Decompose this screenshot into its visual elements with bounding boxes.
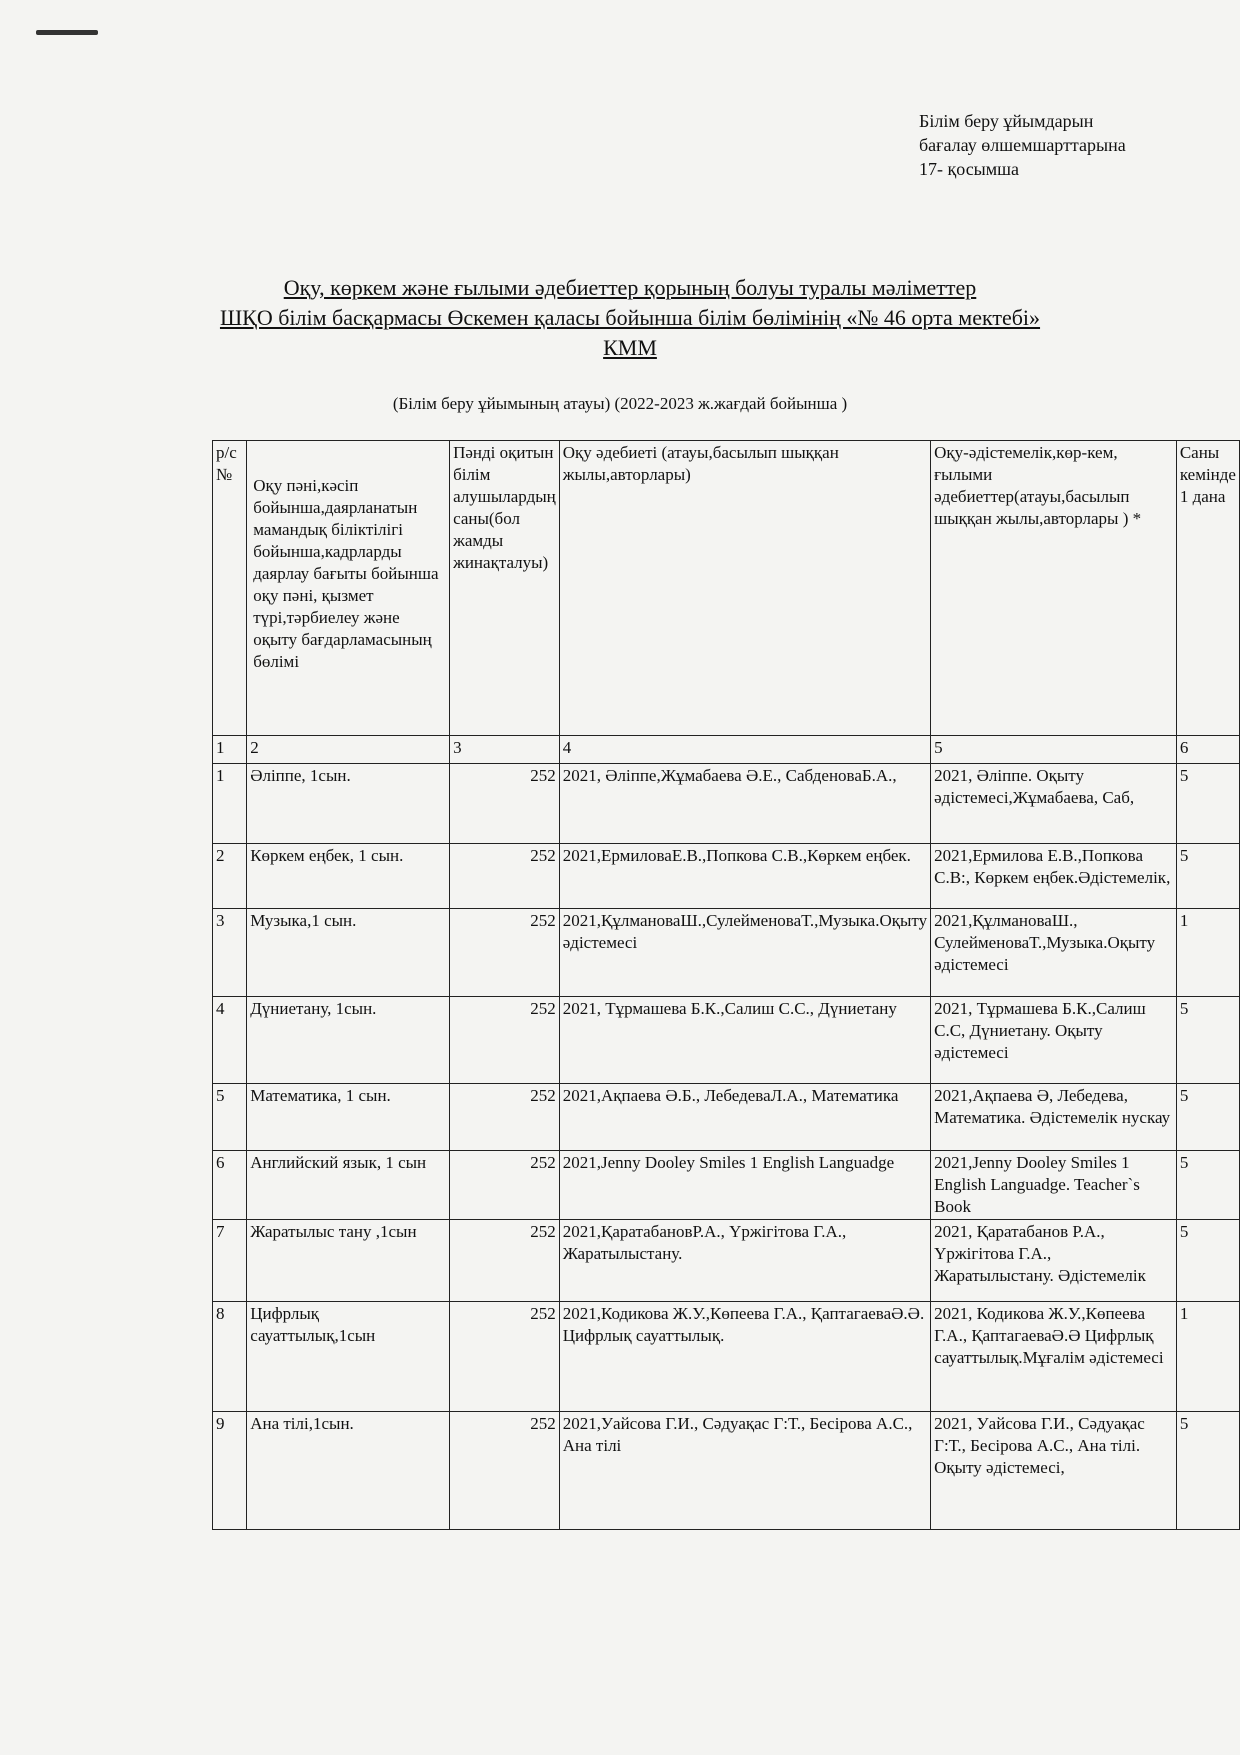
row-subject: Ана тілі,1сын.: [247, 1412, 450, 1530]
row-student-count: 252: [450, 909, 560, 997]
table-row: [213, 844, 1240, 909]
row-index: 9: [213, 1412, 247, 1530]
table-row: [213, 909, 1240, 997]
row-quantity: 1: [1176, 909, 1239, 997]
row-index: 3: [213, 909, 247, 997]
row-methodical: 2021, Уайсова Г.И., Сәдуақас Г:Т., Бесірова А.С., Ана тілі. Оқыту әдістемесі,: [931, 1412, 1177, 1530]
row-subject: Цифрлық сауаттылық,1сын: [247, 1302, 450, 1412]
row-textbook: 2021,Jenny Dooley Smiles 1 English Languadge: [559, 1151, 930, 1220]
row-textbook: 2021, Әліппе,Жұмабаева Ә.Е., СабденоваБ.А.,: [559, 764, 930, 844]
row-subject: Математика, 1 сын.: [247, 1084, 450, 1151]
table-row: [213, 1220, 1240, 1302]
column-number: 1: [213, 736, 247, 764]
row-student-count: 252: [450, 1151, 560, 1220]
row-student-count: 252: [450, 1084, 560, 1151]
row-methodical: 2021, Әліппе. Оқыту әдістемесі,Жұмабаева, Саб,: [931, 764, 1177, 844]
header-student-count: Пәнді оқитын білім алушылардың саны(бол жамды жинақталуы): [450, 441, 560, 736]
row-student-count: 252: [450, 997, 560, 1084]
row-quantity: 5: [1176, 1084, 1239, 1151]
row-index: 4: [213, 997, 247, 1084]
row-quantity: 5: [1176, 1151, 1239, 1220]
row-textbook: 2021,ҚаратабановР.А., Үржігітова Г.А., Жаратылыстану.: [559, 1220, 930, 1302]
row-student-count: 252: [450, 1220, 560, 1302]
column-number: 6: [1176, 736, 1239, 764]
row-subject: Дүниетану, 1сын.: [247, 997, 450, 1084]
row-index: 2: [213, 844, 247, 909]
header-methodical: Оқу-әдістемелік,көр-кем, ғылыми әдебиеттер(атауы,басылып шыққан жылы,авторлары ) *: [931, 441, 1177, 736]
row-quantity: 1: [1176, 1302, 1239, 1412]
header-row: [213, 441, 1240, 736]
appendix-note: [919, 109, 1126, 181]
row-quantity: 5: [1176, 1412, 1239, 1530]
column-number: 4: [559, 736, 930, 764]
row-index: 8: [213, 1302, 247, 1412]
title-line-3: КММ: [603, 335, 657, 360]
row-student-count: 252: [450, 1412, 560, 1530]
column-number: 2: [247, 736, 450, 764]
row-methodical: 2021, Кодикова Ж.У.,Көпеева Г.А., ҚаптагаеваӘ.Ә Цифрлық сауаттылық.Мұғалім әдістемесі: [931, 1302, 1177, 1412]
column-number: 3: [450, 736, 560, 764]
table-row: [213, 997, 1240, 1084]
appendix-line-2: бағалау өлшемшарттарына: [919, 135, 1126, 155]
table-row: [213, 1084, 1240, 1151]
header-quantity: Саны кемінде 1 дана: [1176, 441, 1239, 736]
row-textbook: 2021,ҚұлмановаШ.,СулейменоваТ.,Музыка.Оқыту әдістемесі: [559, 909, 930, 997]
appendix-line-1: Білім беру ұйымдарын: [919, 111, 1094, 131]
row-textbook: 2021, Тұрмашева Б.К.,Салиш С.С., Дүниетану: [559, 997, 930, 1084]
table-row: [213, 1412, 1240, 1530]
header-subject: Оқу пәні,кәсіп бойынша,даярланатын мамандық біліктілігі бойынша,кадрларды даярлау бағыты бойынша оқу пәні, қызмет түрі,тәрбиелеу және оқыту бағдарламасының бөлімі: [247, 441, 450, 736]
table-row: [213, 764, 1240, 844]
document-title: [180, 273, 1080, 363]
row-subject: Жаратылыс тану ,1сын: [247, 1220, 450, 1302]
row-quantity: 5: [1176, 1220, 1239, 1302]
row-student-count: 252: [450, 764, 560, 844]
table-row: [213, 1302, 1240, 1412]
row-quantity: 5: [1176, 844, 1239, 909]
row-methodical: 2021,Ақпаева Ә, Лебедева, Математика. Әдістемелік нускау: [931, 1084, 1177, 1151]
row-textbook: 2021,Уайсова Г.И., Сәдуақас Г:Т., Бесірова А.С., Ана тілі: [559, 1412, 930, 1530]
title-line-1: Оқу, көркем және ғылыми әдебиеттер қорының болуы туралы мәліметтер: [283, 275, 977, 300]
title-line-2: ШҚО білім басқармасы Өскемен қаласы бойынша білім бөлімінің «№ 46 орта мектебі»: [219, 305, 1041, 330]
row-index: 7: [213, 1220, 247, 1302]
row-methodical: 2021, Қаратабанов Р.А., Үржігітова Г.А., Жаратылыстану. Әдістемелік: [931, 1220, 1177, 1302]
document-subtitle: (Білім беру ұйымының атауы) (2022-2023 ж.жағдай бойынша ): [392, 394, 848, 413]
row-quantity: 5: [1176, 764, 1239, 844]
row-student-count: 252: [450, 844, 560, 909]
literature-table: [212, 440, 1240, 1530]
header-textbook: Оқу әдебиеті (атауы,басылып шыққан жылы,авторлары): [559, 441, 930, 736]
scan-artifact-mark: [36, 30, 98, 35]
table-row: [213, 1151, 1240, 1220]
row-methodical: 2021,Ермилова Е.В.,Попкова С.В:, Көркем еңбек.Әдістемелік,: [931, 844, 1177, 909]
row-index: 1: [213, 764, 247, 844]
row-index: 6: [213, 1151, 247, 1220]
row-textbook: 2021,Ақпаева Ә.Б., ЛебедеваЛ.А., Математика: [559, 1084, 930, 1151]
row-subject: Әліппе, 1сын.: [247, 764, 450, 844]
row-student-count: 252: [450, 1302, 560, 1412]
row-textbook: 2021,ЕрмиловаЕ.В.,Попкова С.В.,Көркем еңбек.: [559, 844, 930, 909]
row-quantity: 5: [1176, 997, 1239, 1084]
header-index: р/с №: [213, 441, 247, 736]
column-number: 5: [931, 736, 1177, 764]
row-subject: Музыка,1 сын.: [247, 909, 450, 997]
row-subject: Английский язык, 1 сын: [247, 1151, 450, 1220]
row-subject: Көркем еңбек, 1 сын.: [247, 844, 450, 909]
row-methodical: 2021,Jenny Dooley Smiles 1 English Languadge. Teacher`s Book: [931, 1151, 1177, 1220]
appendix-line-3: 17- қосымша: [919, 159, 1020, 179]
column-number-row: [213, 736, 1240, 764]
row-methodical: 2021,ҚұлмановаШ., СулейменоваТ.,Музыка.Оқыту әдістемесі: [931, 909, 1177, 997]
row-textbook: 2021,Кодикова Ж.У.,Көпеева Г.А., ҚаптагаеваӘ.Ә. Цифрлық сауаттылық.: [559, 1302, 930, 1412]
row-index: 5: [213, 1084, 247, 1151]
row-methodical: 2021, Тұрмашева Б.К.,Салиш С.С, Дүниетану. Оқыту әдістемесі: [931, 997, 1177, 1084]
